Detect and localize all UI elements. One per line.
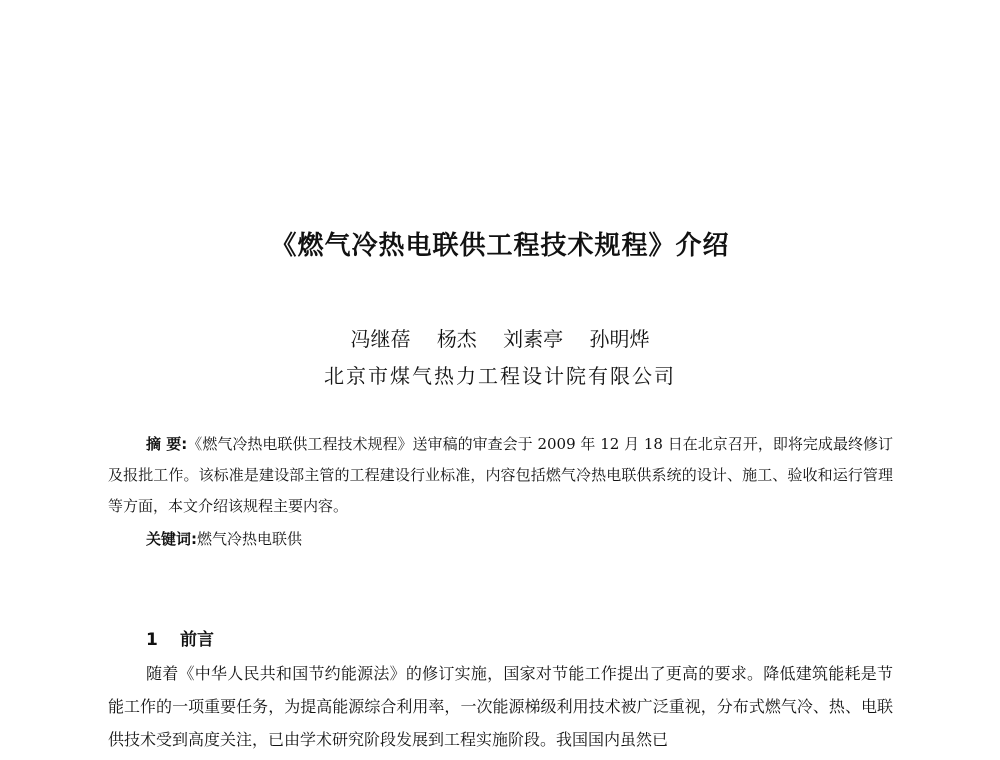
- section-number: 1: [146, 630, 158, 650]
- section-body-paragraph: 随着《中华人民共和国节约能源法》的修订实施，国家对节能工作提出了更高的要求。降低建筑能耗是节能工作的一项重要任务，为提高能源综合利用率，一次能源梯级利用技术被广泛重视，分布式燃气冷、热、电联供技术受到高度关注，已由学术研究阶段发展到工程实施阶段。我国国内虽然已: [108, 664, 893, 749]
- author-name: 杨杰: [436, 327, 477, 351]
- keywords-text: 燃气冷热电联供: [197, 530, 303, 548]
- author-name: 冯继蓓: [350, 327, 411, 351]
- section-heading: [146, 625, 214, 650]
- abstract-text: 《燃气冷热电联供工程技术规程》送审稿的审查会于 2009 年 12 月 18 日在北京召开，即将完成最终修订及报批工作。该标准是建设部主管的工程建设行业标准，内容包括燃气冷热电联供系统的设计、施工、验收和运行管理等方面，本文介绍该规程主要内容。: [108, 435, 893, 515]
- abstract-label: 摘 要:: [146, 435, 188, 453]
- paper-title: 《燃气冷热电联供工程技术规程》介绍: [270, 231, 730, 261]
- keywords-label: 关键词:: [146, 530, 197, 548]
- author-affiliation: 北京市煤气热力工程设计院有限公司: [324, 364, 676, 388]
- keywords: [146, 524, 302, 555]
- author-name: 刘素亭: [503, 327, 564, 351]
- author-name: 孙明烨: [589, 327, 650, 351]
- section-title: 前言: [180, 630, 214, 650]
- author-list: [0, 323, 1000, 352]
- abstract: [108, 429, 893, 522]
